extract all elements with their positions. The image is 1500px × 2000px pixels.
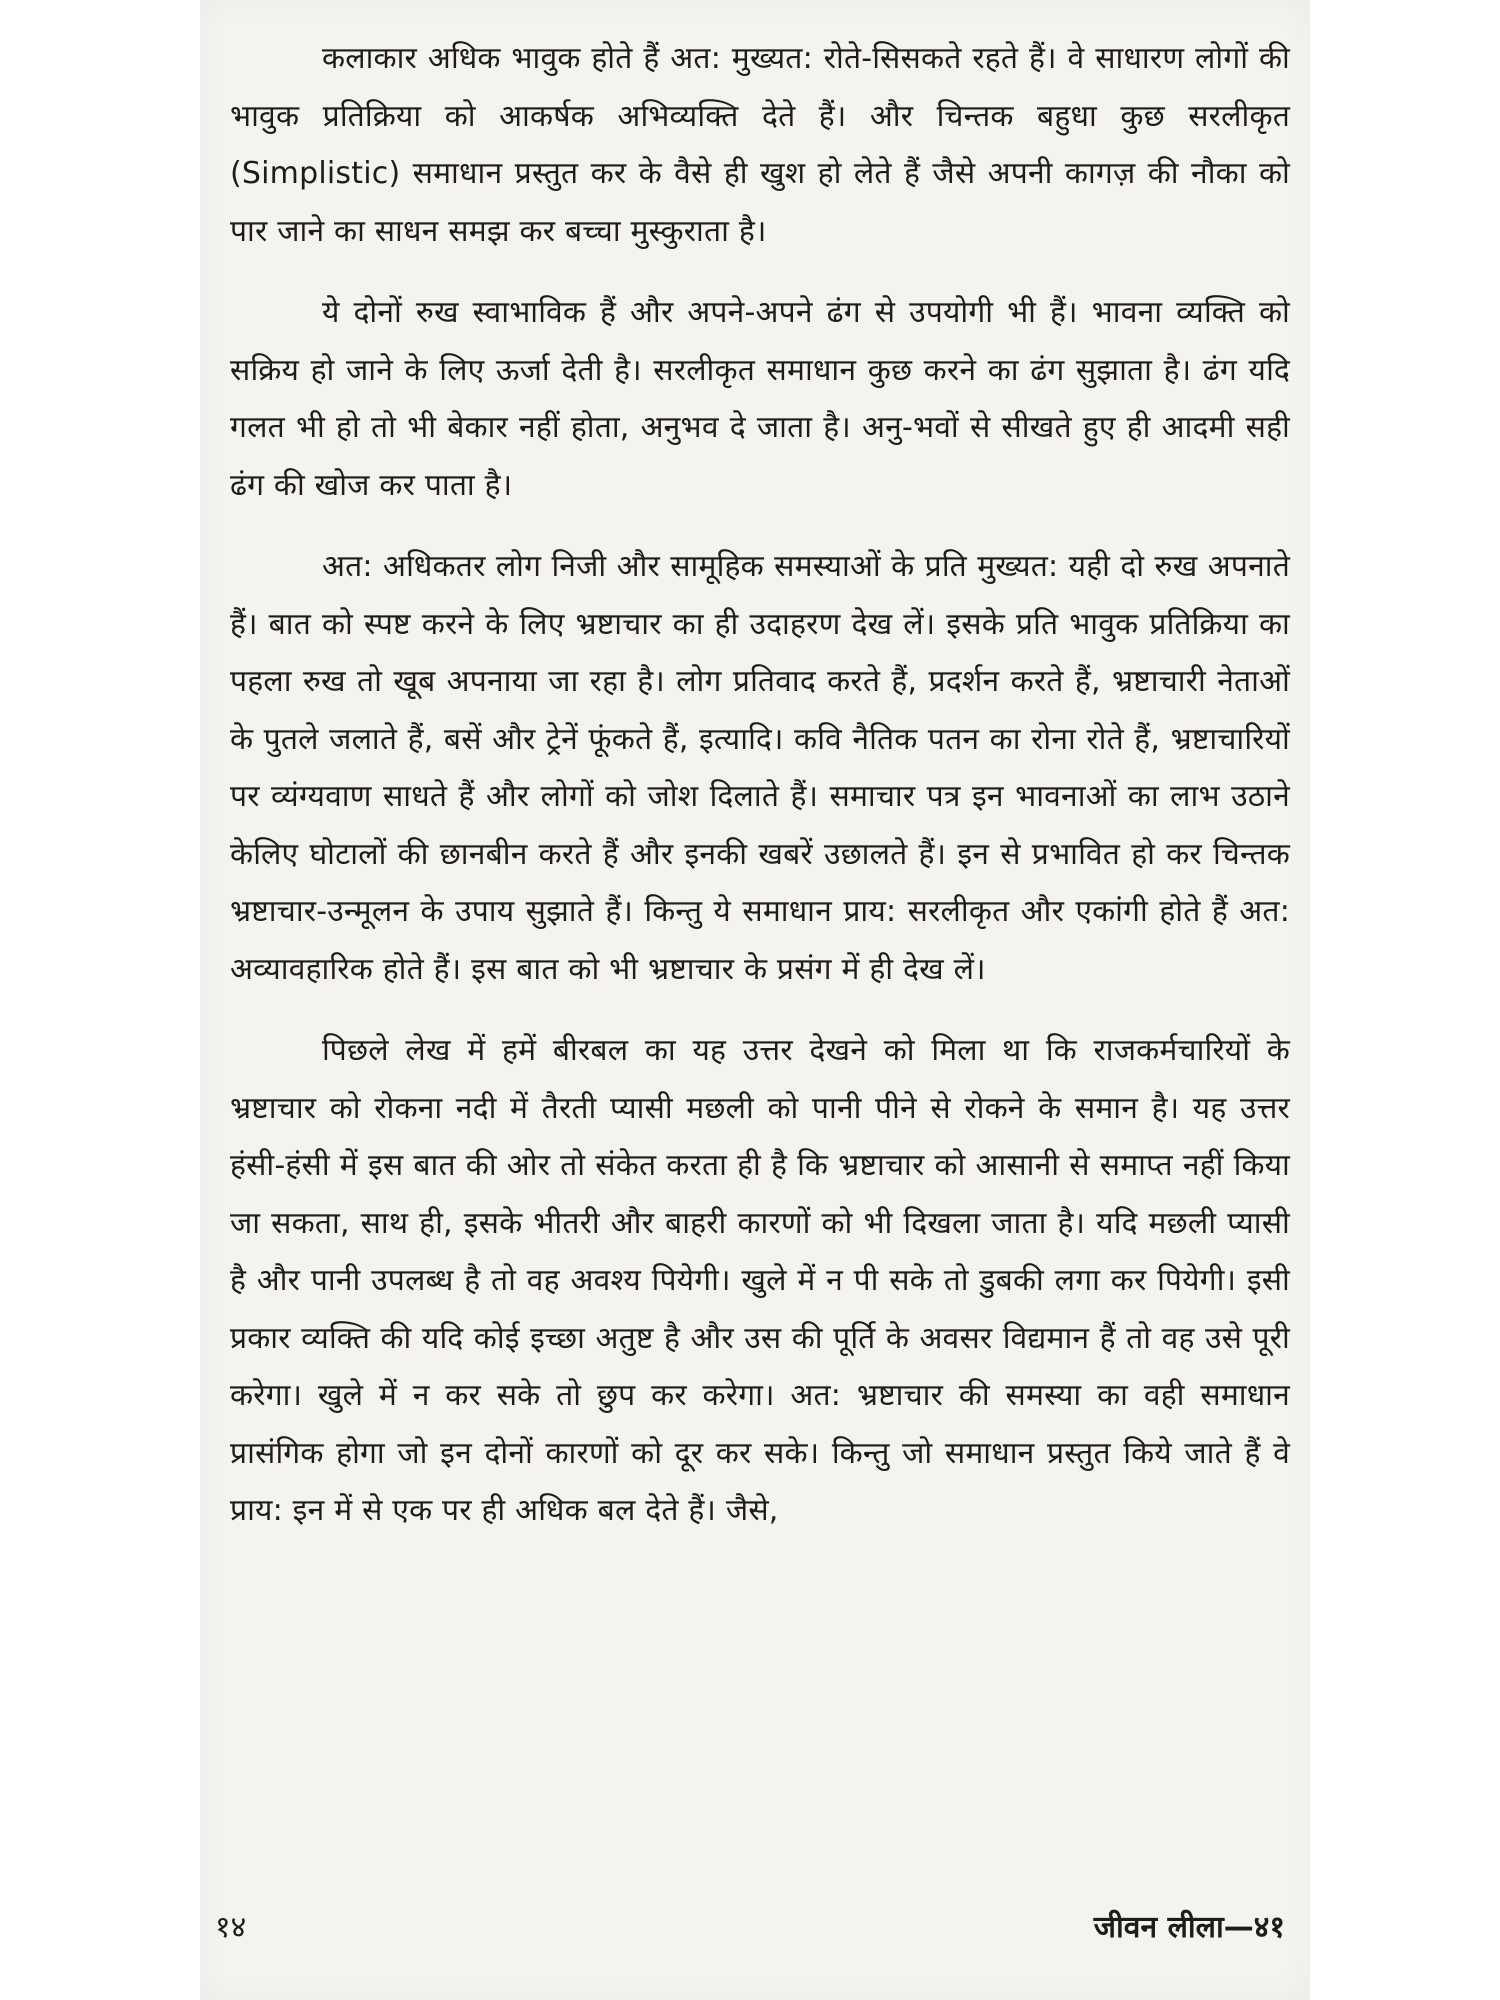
page-body [230,30,1290,1564]
paragraph-3: अत: अधिकतर लोग निजी और सामूहिक समस्याओं के प्रति मुख्यत: यही दो रुख अपनाते हैं। बात को स्पष्ट करने के लिए भ्रष्टाचार का ही उदाहरण देख लें। इसके प्रति भावुक प्रतिक्रिया का पहला रुख तो खूब अपनाया जा रहा है। लोग प्रतिवाद करते हैं, प्रदर्शन करते हैं, भ्रष्टाचारी नेताओं के पुतले जलाते हैं, बसें और ट्रेनें फूंकते हैं, इत्यादि। कवि नैतिक पतन का रोना रोते हैं, भ्रष्टाचारियों पर व्यंग्यवाण साधते हैं और लोगों को जोश दिलाते हैं। समाचार पत्र इन भावनाओं का लाभ उठाने केलिए घोटालों की छानबीन करते हैं और इनकी खबरें उछालते हैं। इन से प्रभावित हो कर चिन्तक भ्रष्टाचार-उन्मूलन के उपाय सुझाते हैं। किन्तु ये समाधान प्राय: सरलीकृत और एकांगी होते हैं अत: अव्यावहारिक होते हैं। इस बात को भी भ्रष्टाचार के प्रसंग में ही देख लें। [230,549,1290,987]
paragraph-2: ये दोनों रुख स्वाभाविक हैं और अपने-अपने ढंग से उपयोगी भी हैं। भावना व्यक्ति को सक्रिय हो जाने के लिए ऊर्जा देती है। सरलीकृत समाधान कुछ करने का ढंग सुझाता है। ढंग यदि गलत भी हो तो भी बेकार नहीं होता, अनुभव दे जाता है। अनु-भवों से सीखते हुए ही आदमी सही ढंग की खोज कर पाता है। [230,295,1290,503]
paragraph-1: कलाकार अधिक भावुक होते हैं अत: मुख्यत: रोते-सिसकते रहते हैं। वे साधारण लोगों की भावुक प्रतिक्रिया को आकर्षक अभिव्यक्ति देते हैं। और चिन्तक बहुधा कुछ सरलीकृत (Simplistic) समाधान प्रस्तुत कर के वैसे ही खुश हो लेते हैं जैसे अपनी कागज़ की नौका को पार जाने का साधन समझ कर बच्चा मुस्कुराता है। [230,41,1290,249]
page-number: १४ [215,1910,247,1945]
page-footer [215,1905,1285,1946]
paragraph-4: पिछले लेख में हमें बीरबल का यह उत्तर देखने को मिला था कि राजकर्मचारियों के भ्रष्टाचार को रोकना नदी में तैरती प्यासी मछली को पानी पीने से रोकने के समान है। यह उत्तर हंसी-हंसी में इस बात की ओर तो संकेत करता ही है कि भ्रष्टाचार को आसानी से समाप्त नहीं किया जा सकता, साथ ही, इसके भीतरी और बाहरी कारणों को भी दिखला जाता है। यदि मछली प्यासी है और पानी उपलब्ध है तो वह अवश्य पियेगी। खुले में न पी सके तो डुबकी लगा कर पियेगी। इसी प्रकार व्यक्ति की यदि कोई इच्छा अतुष्ट है और उस की पूर्ति के अवसर विद्यमान हैं तो वह उसे पूरी करेगा। खुले में न कर सके तो छुप कर करेगा। अत: भ्रष्टाचार की समस्या का वही समाधान प्रासंगिक होगा जो इन दोनों कारणों को दूर कर सके। किन्तु जो समाधान प्रस्तुत किये जाते हैं वे प्राय: इन में से एक पर ही अधिक बल देते हैं। जैसे, [230,1033,1290,1528]
running-title: जीवन लीला—४१ [1093,1910,1285,1945]
